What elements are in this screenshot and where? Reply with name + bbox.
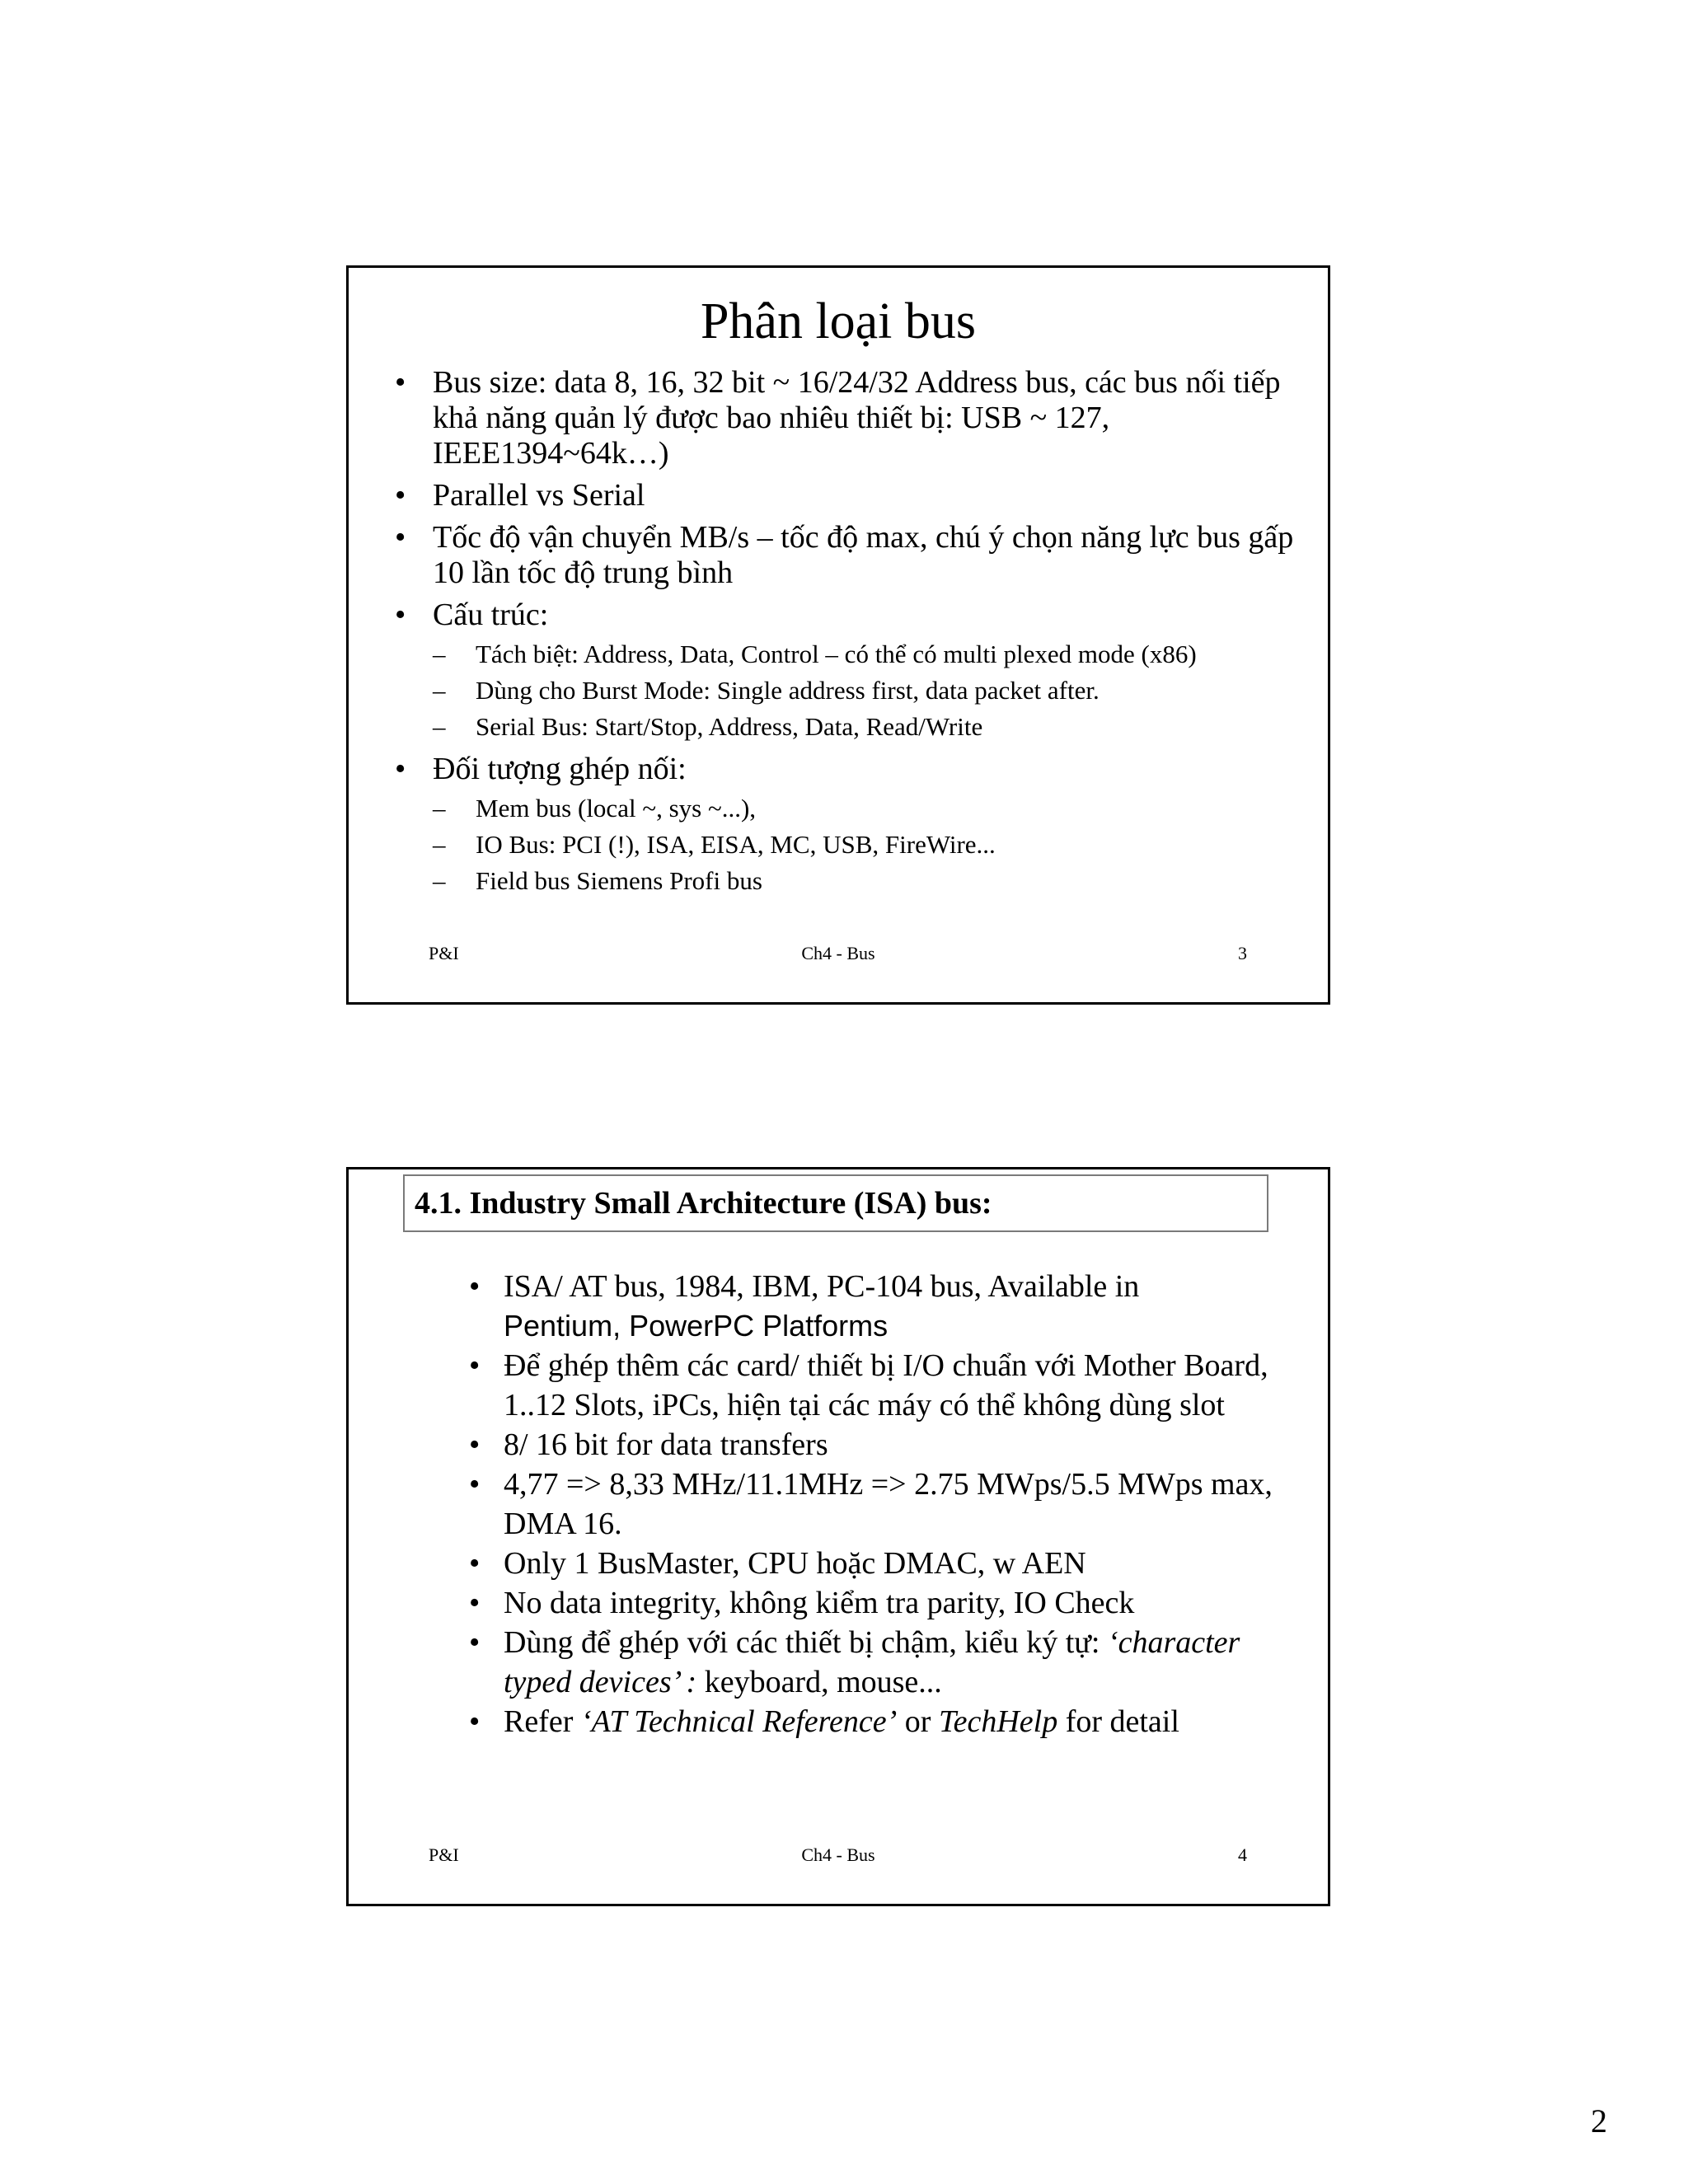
slide-3 xyxy=(346,265,1330,1005)
bullet-text: Pentium, PowerPC Platforms xyxy=(504,1309,889,1343)
bullet-item xyxy=(466,1623,1278,1702)
sub-bullet-item: – Serial Bus: Start/Stop, Address, Data, Read/Write xyxy=(433,709,1295,745)
slide-title: 4.1. Industry Small Architecture (ISA) bus: xyxy=(403,1174,1268,1232)
bullet-text: Only 1 BusMaster, CPU hoặc DMAC, w AEN xyxy=(504,1546,1086,1581)
bullet-text: Cấu trúc: xyxy=(433,598,549,632)
bullet-text: Refer xyxy=(504,1704,581,1739)
slide-title: Phân loại bus xyxy=(700,293,977,349)
bullet-text: Tốc độ vận chuyển MB/s – tốc độ max, chú ý chọn năng lực bus gấp 10 lần tốc độ trung bình xyxy=(433,520,1294,590)
bullet-item xyxy=(466,1544,1278,1583)
bullet-item xyxy=(466,1465,1278,1544)
footer-center: Ch4 - Bus xyxy=(801,1844,875,1865)
bullet-list xyxy=(466,1267,1278,1741)
bullet-item xyxy=(466,1583,1278,1623)
footer-center: Ch4 - Bus xyxy=(801,943,875,963)
bullet-text: ISA/ AT bus, 1984, IBM, PC-104 bus, Available in xyxy=(504,1269,1140,1304)
sub-bullet-list xyxy=(433,636,1295,745)
sub-bullet-item: – Mem bus (local ~, sys ~...), xyxy=(433,790,1295,827)
bullet-item xyxy=(392,752,1295,899)
footer-left: P&I xyxy=(429,1844,459,1865)
footer-slide-number: 3 xyxy=(1238,943,1247,963)
bullet-text: 4,77 => 8,33 MHz/11.1MHz => 2.75 MWps/5.5 MWps max, DMA 16. xyxy=(504,1467,1273,1541)
bullet-italic-text: TechHelp xyxy=(938,1704,1058,1739)
bullet-text: or xyxy=(897,1704,939,1739)
page-number: 2 xyxy=(1591,2102,1607,2139)
bullet-text: keyboard, mouse... xyxy=(696,1665,942,1699)
bullet-item xyxy=(392,520,1295,591)
sub-bullet-item: – Field bus Siemens Profi bus xyxy=(433,863,1295,899)
bullet-text: Để ghép thêm các card/ thiết bị I/O chuẩn với Mother Board, 1..12 Slots, iPCs, hiện tại các máy có thể không dùng slot xyxy=(504,1348,1268,1422)
footer-left: P&I xyxy=(429,943,459,963)
bullet-italic-text: ‘character typed devices’ : xyxy=(504,1625,1240,1699)
bullet-item xyxy=(466,1702,1278,1741)
bullet-text: for detail xyxy=(1057,1704,1179,1739)
bullet-text: Dùng để ghép với các thiết bị chậm, kiểu ký tự: xyxy=(504,1625,1108,1660)
bullet-text: No data integrity, không kiểm tra parity, IO Check xyxy=(504,1586,1135,1620)
bullet-list xyxy=(392,365,1295,906)
bullet-item xyxy=(392,478,1295,513)
bullet-text: Bus size: data 8, 16, 32 bit ~ 16/24/32 Address bus, các bus nối tiếp khả năng quản lý được bao nhiêu thiết bị: USB ~ 127, IEEE1394~64k…) xyxy=(433,365,1281,471)
slide-footer xyxy=(349,1844,1328,1869)
bullet-item xyxy=(392,598,1295,745)
footer-slide-number: 4 xyxy=(1238,1844,1247,1865)
bullet-item xyxy=(466,1267,1278,1346)
bullet-text: 8/ 16 bit for data transfers xyxy=(504,1427,828,1462)
sub-bullet-list xyxy=(433,790,1295,899)
slide-4 xyxy=(346,1167,1330,1906)
sub-bullet-item: – Tách biệt: Address, Data, Control – có thể có multi plexed mode (x86) xyxy=(433,636,1295,673)
bullet-item xyxy=(466,1425,1278,1465)
bullet-italic-text: ‘AT Technical Reference’ xyxy=(580,1704,898,1739)
slide-footer xyxy=(349,943,1328,968)
bullet-item xyxy=(392,365,1295,471)
bullet-text: Parallel vs Serial xyxy=(433,478,645,513)
bullet-item xyxy=(466,1346,1278,1425)
bullet-text: Đối tượng ghép nối: xyxy=(433,752,687,786)
sub-bullet-item: – IO Bus: PCI (!), ISA, EISA, MC, USB, FireWire... xyxy=(433,827,1295,863)
sub-bullet-item: – Dùng cho Burst Mode: Single address first, data packet after. xyxy=(433,673,1295,709)
